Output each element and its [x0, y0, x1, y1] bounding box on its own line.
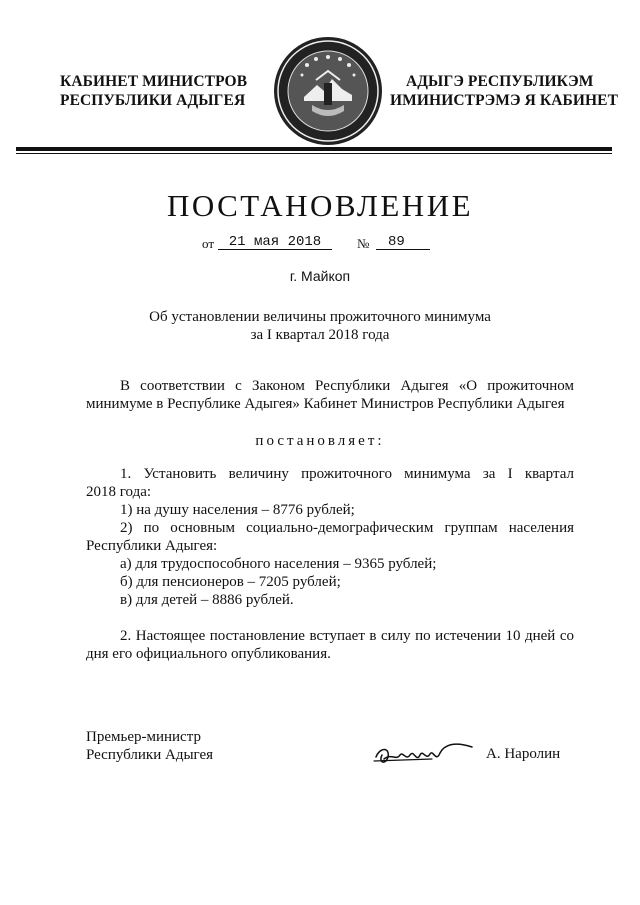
- header-rule-thin: [16, 153, 612, 154]
- subject-line2: за I квартал 2018 года: [250, 327, 390, 343]
- issuer-russian: [60, 72, 250, 110]
- document-title: ПОСТАНОВЛЕНИЕ: [166, 188, 474, 223]
- signatory-position: [86, 728, 213, 764]
- subject-line1: Об установлении величины прожиточного минимума: [149, 309, 491, 325]
- signatory-position-line1: Премьер-министр: [86, 729, 201, 745]
- number-value: 89: [388, 234, 405, 250]
- number-field: [376, 233, 430, 250]
- signatory-position-line2: Республики Адыгея: [86, 747, 214, 763]
- date-field: [218, 233, 332, 250]
- signatory-name: А. Наролин: [486, 746, 561, 762]
- number-label: №: [357, 236, 370, 251]
- item1-b: б) для пенсионеров – 7205 рублей;: [120, 574, 341, 590]
- issuer-adyghe-line2: ИМИНИСТРЭМЭ Я КАБИНЕТ: [390, 92, 619, 109]
- item2-line2: дня его официального опубликования.: [86, 646, 331, 662]
- issuer-russian-line1: КАБИНЕТ МИНИСТРОВ: [60, 73, 248, 90]
- preamble-line2: минимуме в Республике Адыгея» Кабинет Министров Республики Адыгея: [86, 396, 565, 412]
- city: г. Майкоп: [289, 268, 351, 284]
- date-label: от: [202, 236, 215, 251]
- item1-sub1: 1) на душу населения – 8776 рублей;: [120, 502, 355, 518]
- item1-a: а) для трудоспособного населения – 9365 рублей;: [120, 556, 437, 572]
- subject: [0, 308, 640, 344]
- preamble-line1: В соответствии с Законом Республики Адыгея «О прожиточном: [120, 378, 574, 394]
- coat-of-arms-emblem: [272, 35, 384, 147]
- item1-sub2-line1: 2) по основным социально-демографическим группам населения: [120, 520, 574, 536]
- item1-line2: 2018 года:: [86, 484, 152, 500]
- item1-sub2-line2: Республики Адыгея:: [86, 538, 218, 554]
- handwritten-signature: [370, 735, 480, 773]
- issuer-adyghe-line1: АДЫГЭ РЕСПУБЛИКЭМ: [406, 73, 594, 90]
- header-rule-thick: [16, 147, 612, 151]
- issuer-adyghe: [390, 72, 620, 110]
- item2-line1: 2. Настоящее постановление вступает в силу по истечении 10 дней со: [120, 628, 574, 644]
- item1-line1: 1. Установить величину прожиточного минимума за I квартал: [120, 466, 574, 482]
- decree-word: постановляет:: [255, 433, 385, 449]
- date-value: 21 мая 2018: [228, 234, 322, 250]
- item1-c: в) для детей – 8886 рублей.: [120, 592, 294, 608]
- issuer-russian-line2: РЕСПУБЛИКИ АДЫГЕЯ: [60, 92, 246, 109]
